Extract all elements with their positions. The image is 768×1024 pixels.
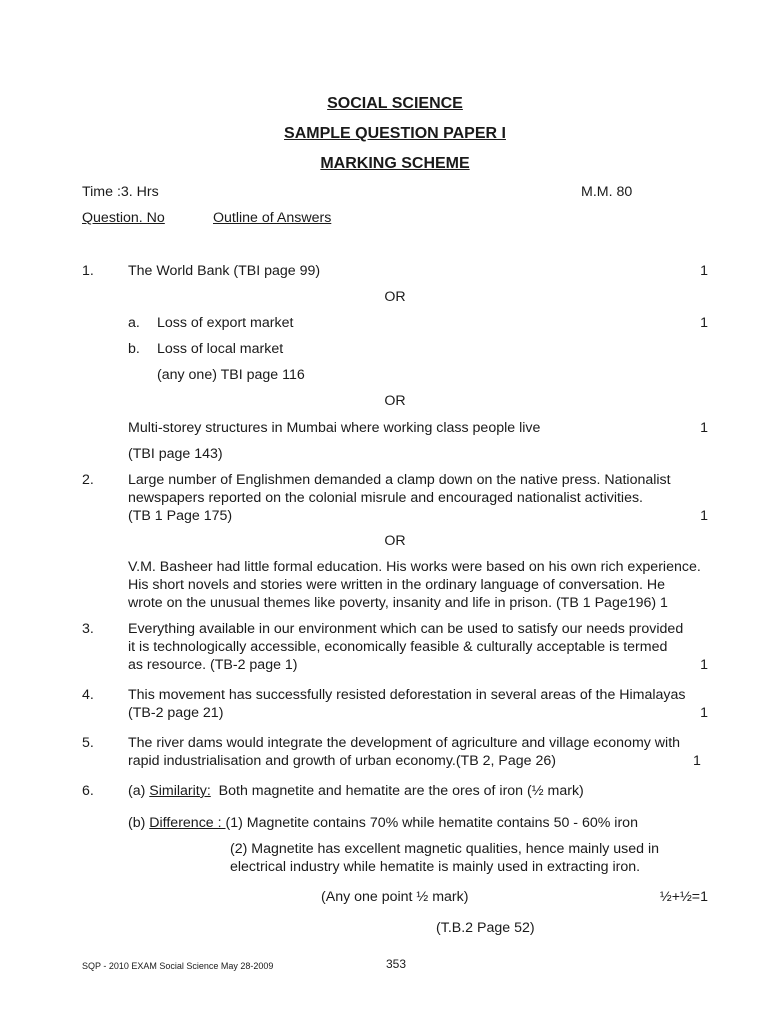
- q2-line-2: newspapers reported on the colonial misrule and encouraged nationalist activities.: [128, 490, 643, 506]
- col-question-no: Question. No: [82, 210, 165, 226]
- q6-diff-label: Difference :: [149, 815, 226, 831]
- q2-line-3: (TB 1 Page 175): [128, 508, 233, 524]
- q1-answer: The World Bank (TBI page 99): [128, 263, 321, 279]
- q5-number: 5.: [82, 735, 94, 751]
- q6-ref: (T.B.2 Page 52): [436, 920, 535, 936]
- max-marks: M.M. 80: [581, 184, 633, 200]
- q6-number: 6.: [82, 783, 94, 799]
- q5-line-1: The river dams would integrate the development of agriculture and village economy with: [128, 735, 681, 751]
- q4-mark: 1: [700, 705, 708, 721]
- q2-alt-line-3: wrote on the unusual themes like poverty, insanity and life in prison. (TB 1 Page196) 1: [128, 595, 668, 611]
- q3-mark: 1: [700, 657, 708, 673]
- q2-or: OR: [384, 533, 406, 549]
- time-label: Time :3. Hrs: [82, 184, 159, 200]
- q6-point2-line-2: electrical industry while hematite is mainly used in extracting iron.: [230, 859, 641, 875]
- q6-any-one: (Any one point ½ mark): [321, 889, 469, 905]
- q6-diff-prefix: (b): [128, 815, 150, 831]
- doc-subtitle: SAMPLE QUESTION PAPER I: [284, 125, 506, 142]
- q1-a-text: Loss of export market: [157, 315, 294, 331]
- q5-mark: 1: [693, 753, 701, 769]
- q6-similarity: [128, 782, 584, 800]
- col-outline: Outline of Answers: [213, 210, 332, 226]
- q6-sim-prefix: (a): [128, 783, 150, 799]
- q6-sim-label: Similarity:: [149, 783, 211, 799]
- q3-line-3: as resource. (TB-2 page 1): [128, 657, 298, 673]
- q3-line-1: Everything available in our environment which can be used to satisfy our needs provided: [128, 621, 684, 637]
- q2-line-1: Large number of Englishmen demanded a clamp down on the native press. Nationalist: [128, 472, 671, 488]
- q3-line-2: it is technologically accessible, economically feasible & culturally acceptable is termed: [128, 639, 668, 655]
- doc-scheme-title: MARKING SCHEME: [320, 155, 470, 172]
- q1-alt-text: Multi-storey structures in Mumbai where working class people live: [128, 420, 541, 436]
- q1-or-1: OR: [384, 289, 406, 305]
- footer-left: SQP - 2010 EXAM Social Science May 28-2009: [82, 961, 274, 971]
- q3-number: 3.: [82, 621, 94, 637]
- q6-total: ½+½=1: [659, 889, 708, 905]
- q1-b-note: (any one) TBI page 116: [157, 367, 305, 383]
- q1-alt-ref: (TBI page 143): [128, 446, 223, 462]
- doc-title: SOCIAL SCIENCE: [327, 95, 463, 112]
- q2-alt-line-2: His short novels and stories were written in the ordinary language of conversation. He: [128, 577, 666, 593]
- q1-a-label: a.: [128, 315, 140, 331]
- q1-alt-mark: 1: [700, 420, 708, 436]
- q5-line-2: rapid industrialisation and growth of urban economy.(TB 2, Page 26): [128, 753, 556, 769]
- q6-sim-text: Both magnetite and hematite are the ores of iron (½ mark): [210, 783, 584, 799]
- q4-line-2: (TB-2 page 21): [128, 705, 224, 721]
- q2-alt-line-1: V.M. Basheer had little formal education. His works were based on his own rich experience.: [128, 559, 701, 575]
- q1-b-text: Loss of local market: [157, 341, 284, 357]
- q4-number: 4.: [82, 687, 94, 703]
- q1-b-label: b.: [128, 341, 140, 357]
- q6-diff-text: (1) Magnetite contains 70% while hematite contains 50 - 60% iron: [225, 815, 638, 831]
- page-number: 353: [386, 957, 407, 971]
- q6-point2-line-1: (2) Magnetite has excellent magnetic qualities, hence mainly used in: [230, 841, 660, 857]
- q6-difference: [128, 814, 638, 832]
- q1-or-2: OR: [384, 393, 406, 409]
- q1-number: 1.: [82, 263, 94, 279]
- q2-mark: 1: [700, 508, 708, 524]
- q1-a-mark: 1: [700, 315, 708, 331]
- q4-line-1: This movement has successfully resisted deforestation in several areas of the Himalayas: [128, 687, 686, 703]
- q2-number: 2.: [82, 472, 94, 488]
- q1-mark: 1: [700, 263, 708, 279]
